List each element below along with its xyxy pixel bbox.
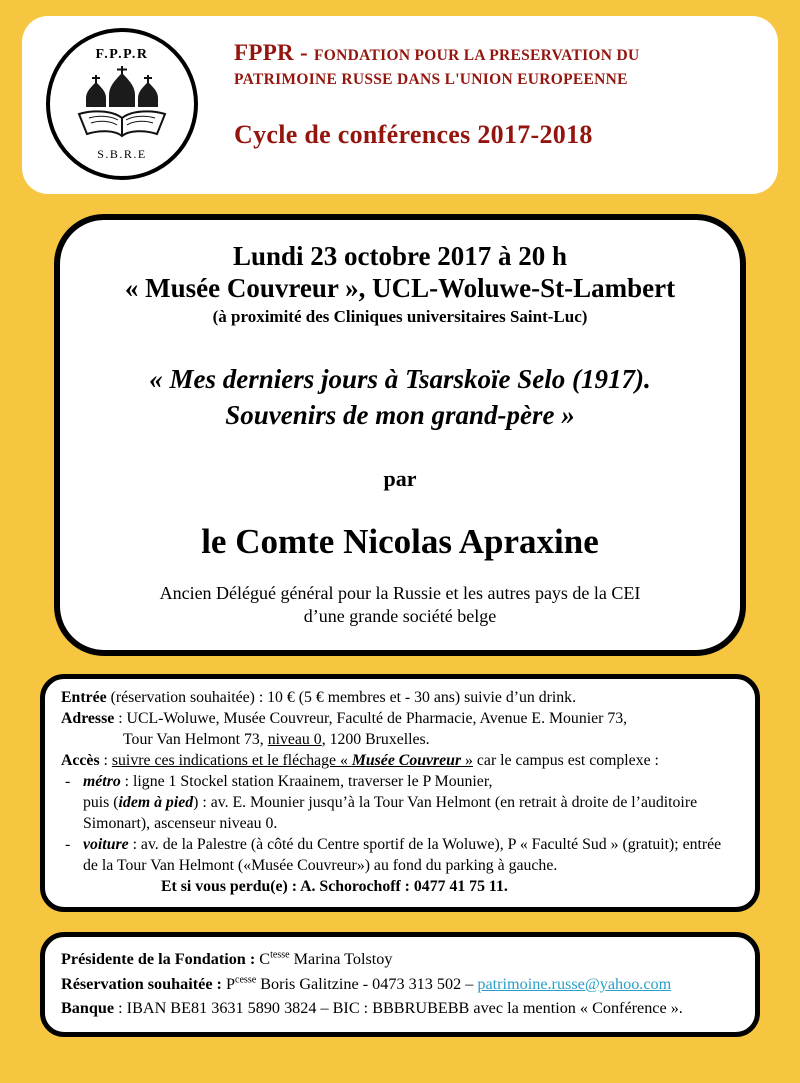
acces-underlined-pre: suivre ces indications et le fléchage « (111, 752, 352, 770)
header-text-block (234, 28, 639, 150)
event-date: Lundi 23 octobre 2017 à 20 h (232, 241, 568, 271)
adresse-text-2: Tour Van Helmont 73, (123, 731, 268, 749)
logo-top-text: F.P.P.R (95, 46, 149, 62)
practical-info-box (40, 674, 760, 912)
lost-contact-line: Et si vous perdu(e) : A. Schorochoff : 0477 41 75 11. (161, 878, 508, 896)
banque-line (61, 996, 739, 1020)
reservation-line (61, 972, 739, 996)
speaker-description-line-2: d’une grande société belge (303, 606, 497, 627)
reservation-text: Boris Galitzine - 0473 313 502 – (256, 974, 478, 993)
talk-title-line-1: « Mes derniers jours à Tsarskoïe Selo (1917). (149, 363, 651, 394)
voiture-bullet (61, 834, 739, 876)
cycle-title: Cycle de conférences 2017-2018 (234, 119, 593, 149)
acces-underlined-post: » (461, 752, 473, 770)
metro-idem-a-pied: idem à pied (118, 794, 194, 812)
foundation-logo (46, 28, 198, 180)
logo-bottom-text: S.B.R.E (97, 146, 147, 161)
email-link[interactable]: patrimoine.russe@yahoo.com (477, 974, 672, 993)
entree-label: Entrée (61, 689, 107, 707)
banque-label: Banque (61, 999, 115, 1018)
event-venue-note: (à proximité des Cliniques universitaires Saint-Luc) (212, 306, 588, 326)
org-abbr: FPPR - (234, 40, 315, 65)
voiture-text: : av. de la Palestre (à côté du Centre sportif de la Woluwe), P « Faculté Sud » (gratuit); entrée de la Tour Van Helmont («Musée Couvreur») au fond du parking à gauche. (83, 836, 722, 875)
speaker-description (76, 582, 724, 629)
presidente-line (61, 947, 739, 971)
event-box (54, 214, 746, 656)
acces-sep: : (99, 752, 112, 770)
acces-line (61, 750, 739, 771)
adresse-line-2 (61, 729, 739, 750)
acces-rest: car le campus est complexe : (472, 752, 659, 770)
presidente-pre: C (255, 950, 271, 969)
metro-text-1: : ligne 1 Stockel station Kraainem, traverser le P Mounier, (120, 773, 493, 791)
metro-label: métro (83, 773, 121, 791)
voiture-dash: - (65, 836, 71, 854)
adresse-label: Adresse (61, 710, 115, 728)
talk-title-line-2: Souvenirs de mon grand-père » (225, 400, 575, 431)
presidente-label: Présidente de la Fondation : (61, 950, 256, 969)
adresse-line (61, 708, 739, 750)
metro-bullet (61, 771, 739, 834)
entree-line (61, 687, 739, 708)
church-domes-book-icon (66, 64, 178, 146)
banque-text: : IBAN BE81 3631 5890 3824 – BIC : BBBRUBEBB avec la mention « Conférence ». (114, 999, 683, 1018)
adresse-underlined: niveau 0 (267, 731, 322, 749)
footer-box (40, 932, 760, 1037)
adresse-text-3: , 1200 Bruxelles. (321, 731, 430, 749)
reservation-sup: cesse (235, 974, 257, 986)
talk-title (76, 361, 724, 434)
org-name-line-1 (234, 36, 639, 69)
reservation-pre: P (221, 974, 236, 993)
metro-text-2-pre: puis ( (83, 794, 119, 812)
header (22, 16, 778, 194)
presidente-sup: tesse (270, 950, 290, 962)
par-label: par (383, 465, 417, 491)
entree-text: (réservation souhaitée) : 10 € (5 € membres et - 30 ans) suivie d’un drink. (106, 689, 577, 707)
event-venue: « Musée Couvreur », UCL-Woluwe-St-Lambert (124, 273, 676, 304)
metro-text-2-post: ) : av. E. Mounier jusqu’à la Tour Van Helmont (en retrait à droite de l’auditoire Simonart), ascenseur niveau 0. (83, 794, 698, 833)
voiture-label: voiture (83, 836, 129, 854)
adresse-text-1: : UCL-Woluwe, Musée Couvreur, Faculté de Pharmacie, Avenue E. Mounier 73, (114, 710, 628, 728)
acces-label: Accès (61, 752, 100, 770)
presidente-name: Marina Tolstoy (289, 950, 393, 969)
org-name-part-1: FONDATION POUR LA PRESERVATION DU (314, 47, 640, 64)
metro-dash: - (65, 773, 71, 791)
speaker-name: le Comte Nicolas Apraxine (201, 521, 599, 561)
acces-musee-couvreur: Musée Couvreur (351, 752, 462, 770)
speaker-description-line-1: Ancien Délégué général pour la Russie et les autres pays de la CEI (159, 582, 641, 603)
reservation-label: Réservation souhaitée : (61, 974, 222, 993)
org-name-line-2: PATRIMOINE RUSSE DANS L'UNION EUROPEENNE (234, 71, 628, 89)
